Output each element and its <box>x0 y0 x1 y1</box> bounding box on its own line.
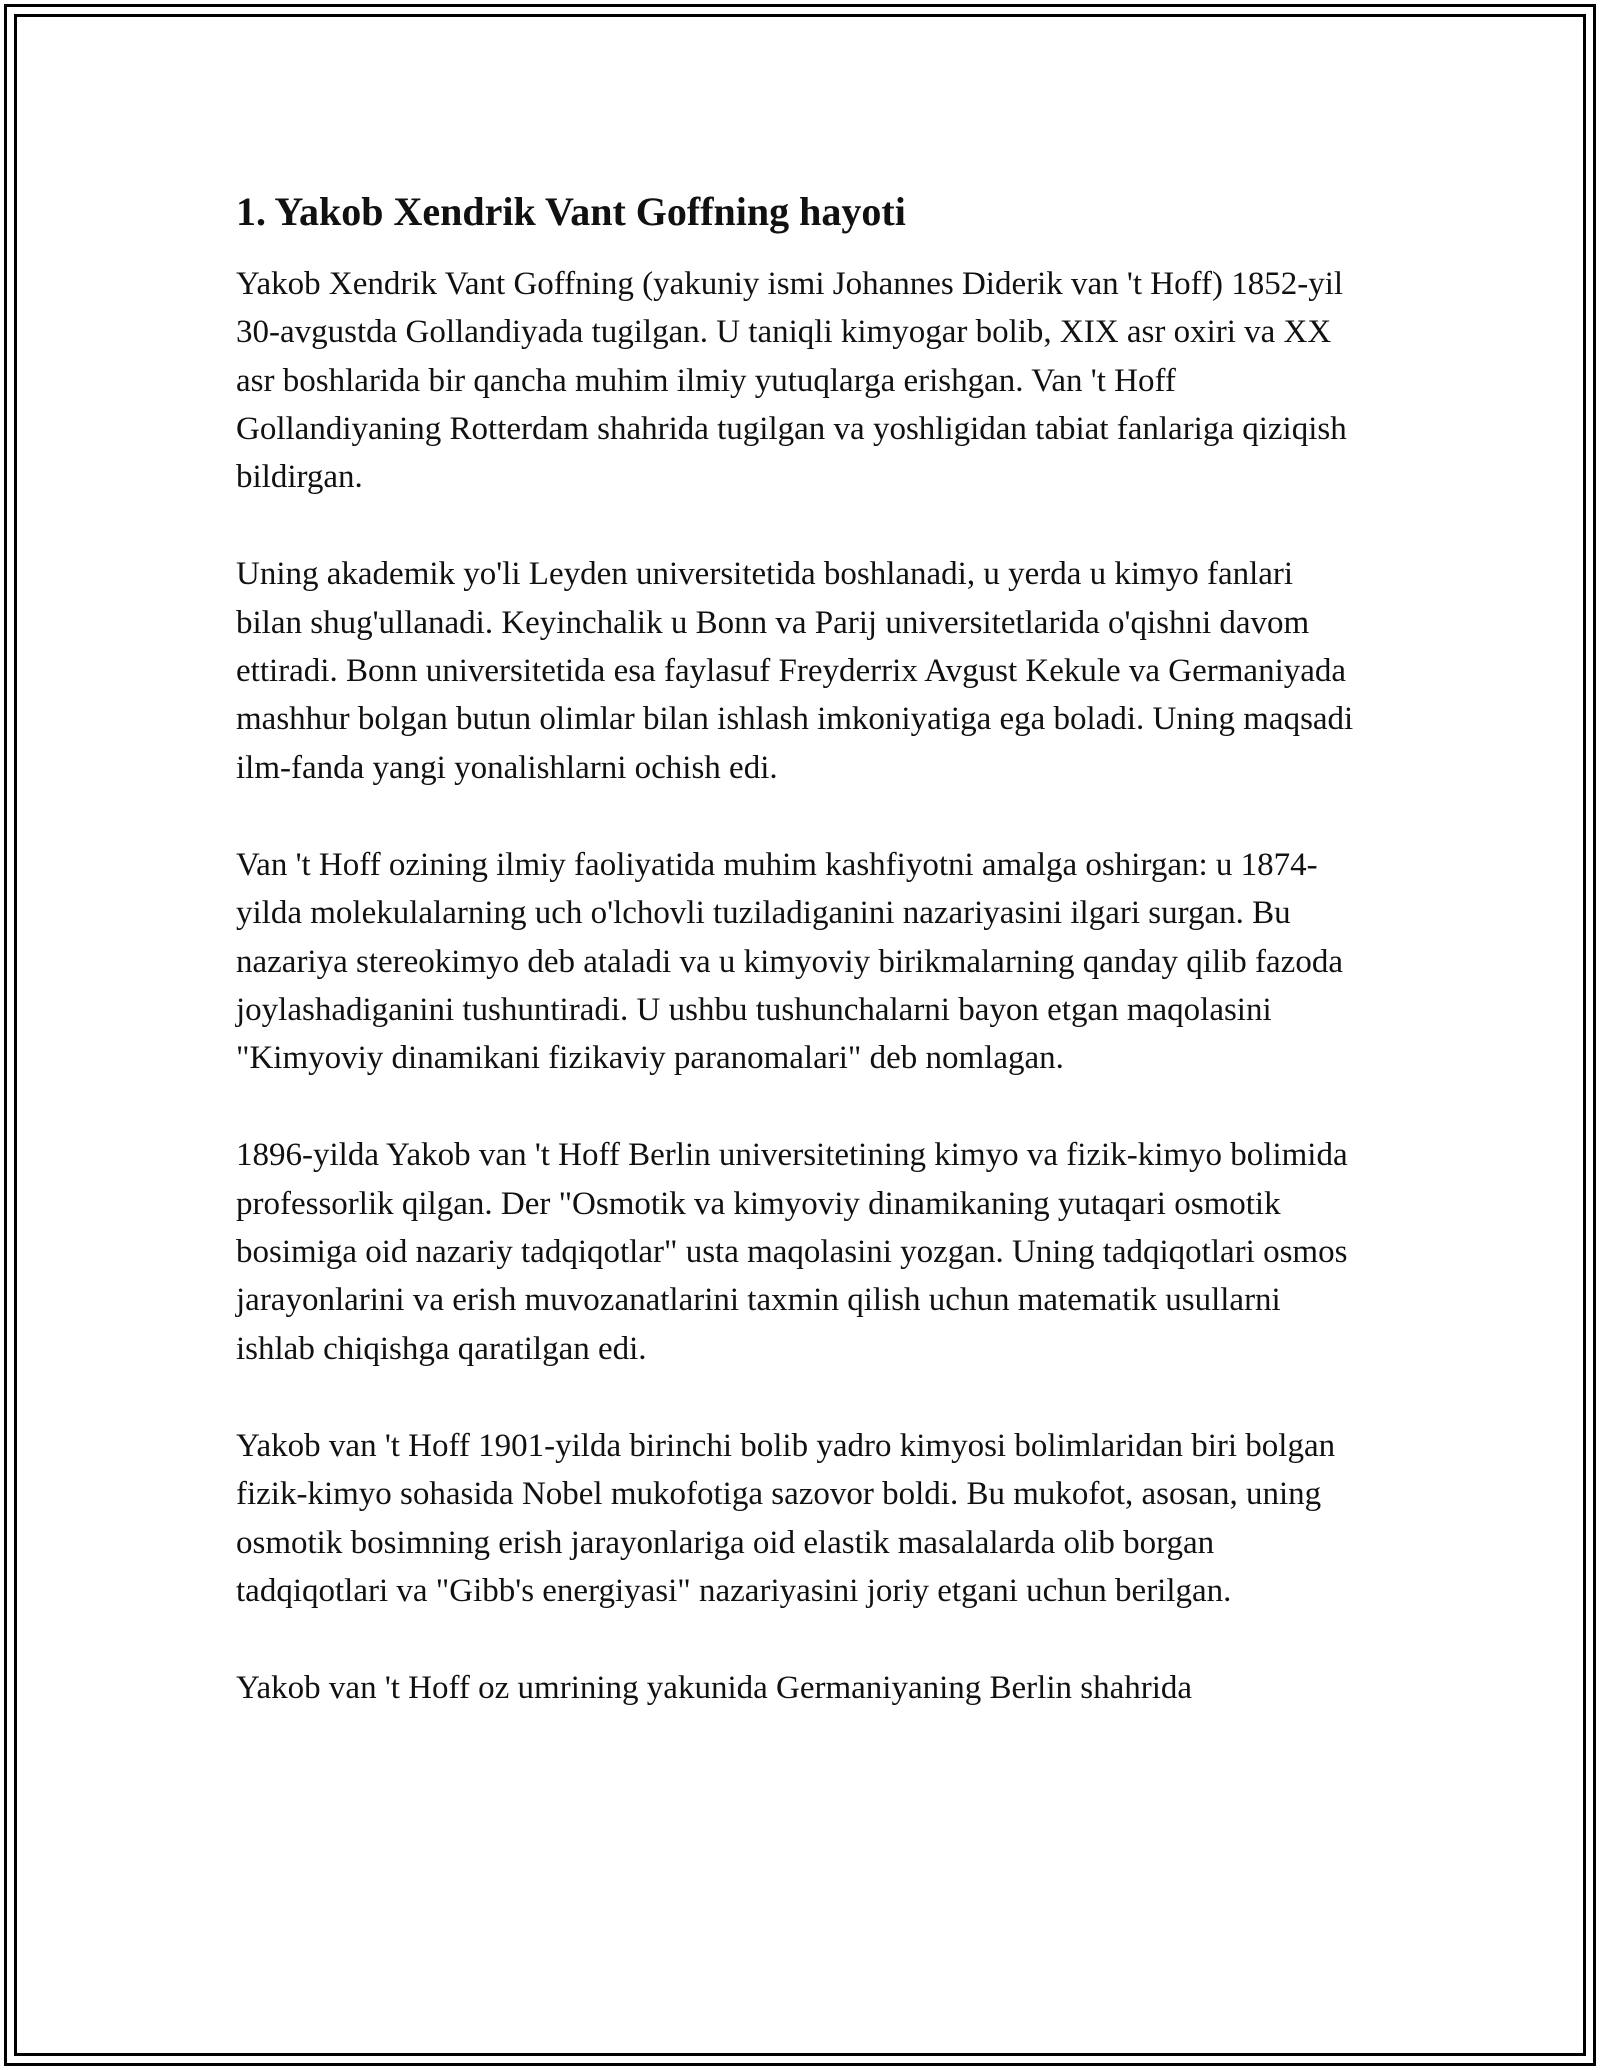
paragraph-6: Yakob van 't Hoff oz umrining yakunida Germaniyaning Berlin shahrida <box>236 1670 1193 1707</box>
section-title: 1. Yakob Xendrik Vant Goffning hayoti <box>236 189 906 234</box>
paragraph-5: Yakob van 't Hoff 1901-yilda birinchi bolib yadro kimyosi bolimlaridan biri bolgan fizik-kimyo sohasida Nobel mukofotiga sazovor boldi. Bu mukofot, asosan, uning osmotik bosimning erish jarayonlariga oid elastik masalalarda olib borgan tadqiqotlari va "Gibb's energiyasi" nazariyasini joriy etgani uchun berilgan. <box>236 1427 1336 1609</box>
paragraph-2: Uning akademik yo'li Leyden universitetida boshlanadi, u yerda u kimyo fanlari bilan shug'ullanadi. Keyinchalik u Bonn va Parij universitetlarida o'qishni davom ettiradi. Bonn universitetida esa faylasuf Freyderrix Avgust Kekule va Germaniyada mashhur bolgan butun olimlar bilan ishlash imkoniyatiga ega boladi. Uning maqsadi ilm-fanda yangi yonalishlarni ochish edi. <box>236 556 1354 786</box>
paragraph-3: Van 't Hoff ozining ilmiy faoliyatida muhim kashfiyotni amalga oshirgan: u 1874-yilda molekulalarning uch o'lchovli tuziladiganini nazariyasini ilgari surgan. Bu nazariya stereokimyo deb ataladi va u kimyoviy birikmalarning qanday qilib fazoda joylashadiganini tushuntiradi. U ushbu tushunchalarni bayon etgan maqolasini "Kimyoviy dinamikani fizikaviy paranomalari" deb nomlagan. <box>236 846 1343 1077</box>
paragraph-4: 1896-yilda Yakob van 't Hoff Berlin universitetining kimyo va fizik-kimyo bolimida professorlik qilgan. Der "Osmotik va kimyoviy dinamikaning yutaqari osmotik bosimiga oid nazariy tadqiqotlar" usta maqolasini yozgan. Uning tadqiqotlari osmos jarayonlarini va erish muvozanatlarini taxmin qilish uchun matematik usullarni ishlab chiqishga qaratilgan edi. <box>236 1137 1348 1367</box>
paragraph-1: Yakob Xendrik Vant Goffning (yakuniy ismi Johannes Diderik van 't Hoff) 1852-yil 30-avgustda Gollandiyada tugilgan. U taniqli kimyogar bolib, XIX asr oxiri va XX asr boshlarida bir qancha muhim ilmiy yutuqlarga erishgan. Van 't Hoff Gollandiyaning Rotterdam shahrida tugilgan va yoshligidan tabiat fanlariga qiziqish bildirgan. <box>236 266 1347 496</box>
document-body <box>236 186 1366 1761</box>
